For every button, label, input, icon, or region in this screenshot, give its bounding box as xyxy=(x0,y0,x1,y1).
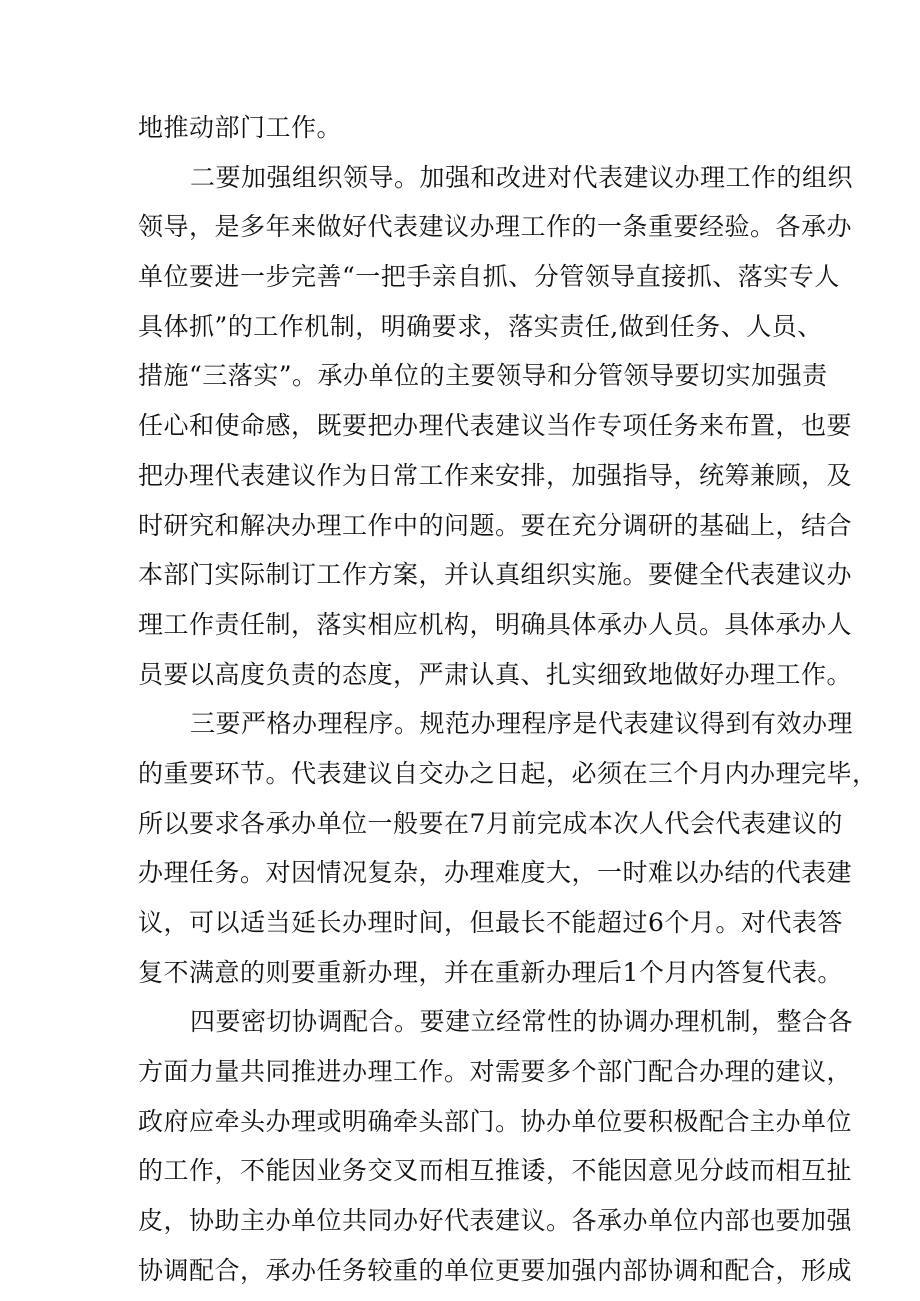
text-line: 员要以高度负责的态度，严肃认真、扎实细致地做好办理工作。 xyxy=(138,659,853,689)
text-line: 措施“三落实”。承办单位的主要领导和分管领导要切实加强责 xyxy=(138,361,828,391)
paragraph-first-line: 三要严格办理程序。规范办理程序是代表建议得到有效办理 xyxy=(190,709,854,739)
text-line: 领导，是多年来做好代表建议办理工作的一条重要经验。各承办 xyxy=(138,212,853,242)
paragraph-first-line: 二要加强组织领导。加强和改进对代表建议办理工作的组织 xyxy=(190,162,854,192)
text-line: 的工作，不能因业务交叉而相互推诿，不能因意见分歧而相互扯 xyxy=(138,1156,853,1186)
text-line: 办理任务。对因情况复杂，办理难度大，一时难以办结的代表建 xyxy=(138,858,853,888)
text-line: 具体抓”的工作机制，明确要求，落实责任,做到任务、人员、 xyxy=(138,311,823,341)
text-line: 协调配合，承办任务较重的单位更要加强内部协调和配合，形成 xyxy=(138,1255,853,1285)
text-line: 所以要求各承办单位一般要在7月前完成本次人代会代表建议的 xyxy=(138,808,843,838)
text-line: 议，可以适当延长办理时间，但最长不能超过6个月。对代表答 xyxy=(138,908,843,937)
text-line: 把办理代表建议作为日常工作来安排，加强指导，统筹兼顾，及 xyxy=(138,460,853,490)
text-line: 方面力量共同推进办理工作。对需要多个部门配合办理的建议， xyxy=(138,1057,853,1087)
text-line: 复不满意的则要重新办理，并在重新办理后1个月内答复代表。 xyxy=(138,957,843,987)
text-line: 皮，协助主办单位共同办好代表建议。各承办单位内部也要加强 xyxy=(138,1206,853,1236)
text-line: 本部门实际制订工作方案，并认真组织实施。要健全代表建议办 xyxy=(138,560,853,590)
text-line: 任心和使命感，既要把办理代表建议当作专项任务来布置，也要 xyxy=(138,411,853,441)
text-line: 时研究和解决办理工作中的问题。要在充分调研的基础上，结合 xyxy=(138,510,853,540)
text-line: 理工作责任制，落实相应机构，明确具体承办人员。具体承办人 xyxy=(138,609,853,639)
text-line: 单位要进一步完善“一把手亲自抓、分管领导直接抓、落实专人 xyxy=(138,262,840,292)
text-line: 的重要环节。代表建议自交办之日起，必须在三个月内办理完毕， xyxy=(138,758,878,788)
body-text xyxy=(138,103,878,1296)
text-line: 政府应牵头办理或明确牵头部门。协办单位要积极配合主办单位 xyxy=(138,1106,853,1136)
text-line: 地推动部门工作。 xyxy=(138,113,343,142)
paragraph-first-line: 四要密切协调配合。要建立经常性的协调办理机制，整合各 xyxy=(190,1007,854,1037)
